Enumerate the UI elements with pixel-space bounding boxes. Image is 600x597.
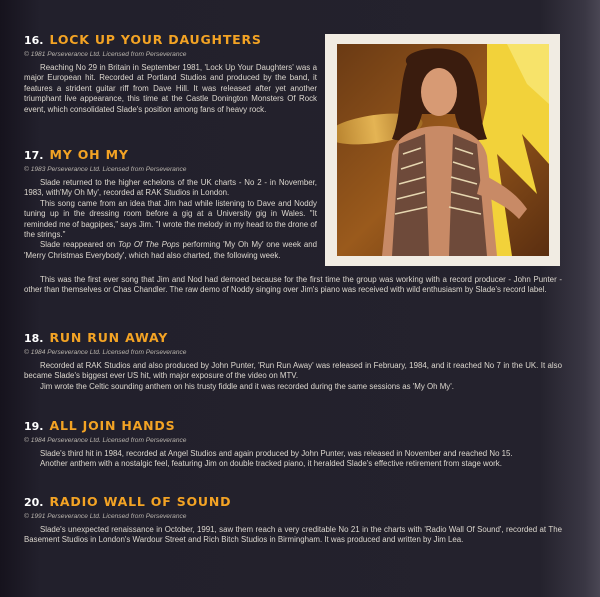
track-20 (24, 494, 562, 546)
paragraph: Jim wrote the Celtic sounding anthem on his trusty fiddle and it was recorded during the same sessions as 'My Oh My'. (40, 381, 454, 391)
band-member-photo (337, 44, 549, 256)
track-description (24, 361, 562, 392)
paragraph: Slade's unexpected renaissance in October, 1991, saw them reach a very creditable No 21 in the charts with 'Radio Wall Of Sound', recorded at The Basement Studios in London's Wardour Street and Rich Bitch Studios in Birmingham. It was produced and written by Jim Lea. (24, 525, 562, 545)
track-heading (24, 494, 562, 509)
track-heading (24, 147, 317, 162)
copyright-notice: © 1991 Perseverance Ltd. Licensed from Perseverance (24, 513, 187, 520)
paragraph: Slade's third hit in 1984, recorded at Angel Studios and again produced by John Punter, was released in November and reached No 15. (40, 449, 513, 458)
copyright-notice: © 1981 Perseverance Ltd. Licensed from Perseverance (24, 51, 187, 58)
paragraph: Recorded at RAK Studios and also produced by John Punter, 'Run Run Away' was released in February, 1984, and it reached No 7 in the UK. It also became Slade's biggest ever US hit, with major exposure of the video on MTV. (24, 361, 562, 381)
paragraph: Slade returned to the higher echelons of the UK charts - No 2 - in November, 1983, with'My Oh My', recorded at RAK Studios in London. (24, 178, 317, 198)
portrait-illustration (337, 44, 549, 256)
track-description (24, 525, 562, 546)
track-title: RUN RUN AWAY (49, 330, 169, 345)
track-title: ALL JOIN HANDS (49, 418, 176, 433)
track-heading (24, 330, 562, 345)
track-number: 16. (24, 34, 44, 47)
track-16 (24, 32, 317, 115)
track-number: 19. (24, 420, 44, 433)
paragraph: Another anthem with a nostalgic feel, featuring Jim on double tracked piano, it heralded Slade's effective retirement from stage work. (40, 459, 502, 469)
track-title: LOCK UP YOUR DAUGHTERS (49, 32, 262, 47)
paragraph-top-of-the-pops: Slade reappeared on Top Of The Pops performing 'My Oh My' one week and 'Merry Christmas Everybody', which had also charted, the following week. (24, 240, 317, 260)
copyright-notice: © 1984 Perseverance Ltd. Licensed from Perseverance (24, 349, 187, 356)
track-heading (24, 32, 317, 47)
track-title: MY OH MY (49, 147, 129, 162)
track-17-continued (24, 275, 562, 296)
paragraph: Reaching No 29 in Britain in September 1981, 'Lock Up Your Daughters' was a major European hit. Recorded at Portland Studios and produced by the band, it features a strident guitar riff from Dave Hill. It was released after yet another triumphant live appearance, this time at the Castle Donington Monsters Of Rock event, which consolidated Slade's position among fans of heavy rock. (24, 63, 317, 114)
track-title: RADIO WALL OF SOUND (49, 494, 232, 509)
track-description (24, 449, 562, 470)
track-description (24, 63, 317, 115)
track-number: 20. (24, 496, 44, 509)
copyright-notice: © 1983 Perseverance Ltd. Licensed from Perseverance (24, 166, 187, 173)
programme-title: Top Of The Pops (118, 240, 180, 250)
track-number: 17. (24, 149, 44, 162)
paragraph: This was the first ever song that Jim and Nod had demoed because for the first time the group was working with a record producer - John Punter - other than themselves or Chas Chandler. The raw demo of Noddy singing over Jim's piano was received with wild enthusiasm by Slade's record label. (24, 275, 562, 295)
paragraph: This song came from an idea that Jim had while listening to Dave and Noddy tuning up in the dressing room before a gig at a University gig in Wales. "It reminded me of bagpipes," says Jim. "I wrote the melody in my head to the drone of the strings." (24, 198, 317, 240)
track-description (24, 178, 317, 261)
track-heading (24, 418, 562, 433)
track-18 (24, 330, 562, 392)
track-number: 18. (24, 332, 44, 345)
track-17 (24, 147, 317, 261)
copyright-notice: © 1984 Perseverance Ltd. Licensed from Perseverance (24, 437, 187, 444)
track-19 (24, 418, 562, 470)
